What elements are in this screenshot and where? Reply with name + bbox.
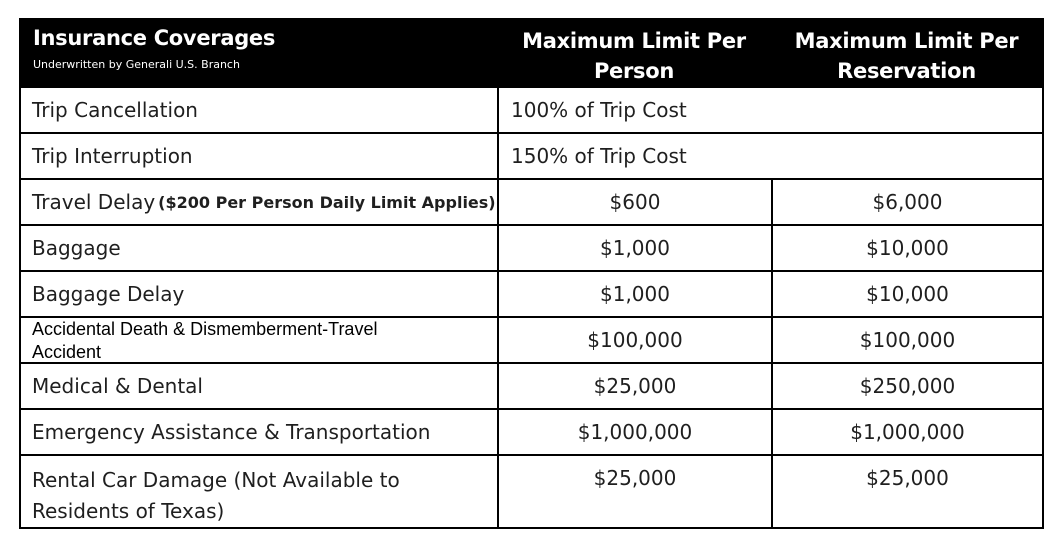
row-per-reservation: $10,000 xyxy=(771,272,1042,316)
row-per-person: $25,000 xyxy=(497,364,771,408)
row-per-reservation: $250,000 xyxy=(771,364,1042,408)
row-label: Travel Delay xyxy=(32,190,156,214)
row-label-line1: Rental Car Damage (Not Available to xyxy=(32,468,400,492)
table-row xyxy=(21,270,1042,316)
row-per-reservation: $10,000 xyxy=(771,226,1042,270)
row-per-person: $1,000 xyxy=(497,226,771,270)
row-per-reservation: $25,000 xyxy=(771,456,1042,529)
row-per-reservation: $100,000 xyxy=(771,318,1042,362)
row-per-reservation: $6,000 xyxy=(771,180,1042,224)
table-row xyxy=(21,86,1042,132)
table-row xyxy=(21,178,1042,224)
row-label-line1: Accidental Death & Dismemberment-Travel xyxy=(32,319,378,339)
coverage-table xyxy=(19,18,1044,529)
header-per-reservation-line1: Maximum Limit Per xyxy=(794,29,1019,53)
table-row xyxy=(21,408,1042,454)
row-label-note: ($200 Per Person Daily Limit Applies) xyxy=(158,192,496,212)
table-row xyxy=(21,132,1042,178)
row-per-person: $100,000 xyxy=(497,318,771,362)
header-title: Insurance Coverages xyxy=(33,26,276,50)
header-per-person-line1: Maximum Limit Per xyxy=(522,29,746,53)
header-per-person-line2: Person xyxy=(593,59,675,83)
row-per-reservation: $1,000,000 xyxy=(771,410,1042,454)
row-label: Baggage Delay xyxy=(32,282,185,306)
header-per-reservation-line2: Reservation xyxy=(837,59,976,83)
table-row xyxy=(21,362,1042,408)
table-row xyxy=(21,224,1042,270)
row-label-line2: Accident xyxy=(32,342,102,362)
row-label: Trip Interruption xyxy=(32,144,193,168)
header-subtitle: Underwritten by Generali U.S. Branch xyxy=(33,58,240,71)
table-row xyxy=(21,454,1042,529)
row-per-person: $25,000 xyxy=(497,456,771,529)
row-label: Baggage xyxy=(32,236,121,260)
row-label xyxy=(21,318,497,362)
header-per-reservation xyxy=(771,26,1042,86)
row-label-wrap xyxy=(21,180,497,224)
row-label xyxy=(21,456,497,529)
table-row xyxy=(21,316,1042,362)
row-label: Medical & Dental xyxy=(32,374,203,398)
row-per-person: $600 xyxy=(497,180,771,224)
row-label: Emergency Assistance & Transportation xyxy=(32,420,431,444)
row-per-person: $1,000 xyxy=(497,272,771,316)
header-per-person xyxy=(497,26,771,86)
table-header xyxy=(21,20,1042,86)
row-label: Trip Cancellation xyxy=(32,98,198,122)
row-merged-value: 150% of Trip Cost xyxy=(497,134,1042,178)
row-merged-value: 100% of Trip Cost xyxy=(497,88,1042,132)
row-label-line2: Residents of Texas) xyxy=(32,499,225,523)
row-per-person: $1,000,000 xyxy=(497,410,771,454)
